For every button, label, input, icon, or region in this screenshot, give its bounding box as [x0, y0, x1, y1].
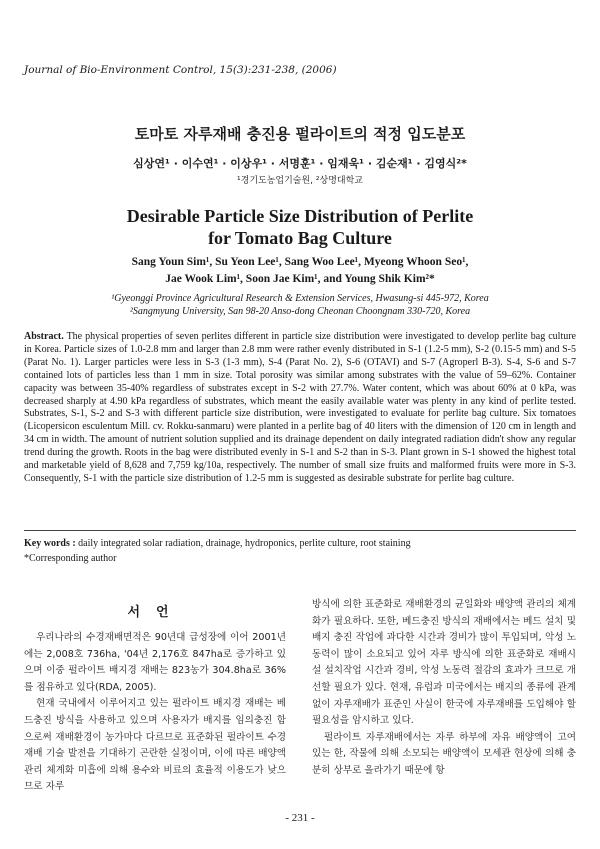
english-authors-line-2: Jae Wook Lim¹, Soon Jae Kim¹, and Young Shik Kim²*: [165, 273, 435, 285]
keywords: [24, 537, 576, 550]
english-affiliation-1: ¹Gyeonggi Province Agricultural Research & Extension Services, Hwasung-si 445-972, Korea: [111, 293, 489, 304]
keywords-divider: [24, 530, 576, 531]
korean-title: 토마토 자루재배 충진용 펄라이트의 적정 입도분포: [134, 125, 466, 143]
keywords-label: Key words :: [24, 538, 76, 549]
korean-authors: 심상연¹ · 이수연¹ · 이상우¹ · 서명훈¹ · 임재욱¹ · 김순재¹ · 김영식²*: [133, 157, 467, 170]
body-left-column: [24, 630, 286, 796]
korean-affiliations: ¹경기도농업기술원, ²상명대학교: [237, 176, 363, 186]
body-paragraph: 방식에 의한 표준화로 재배환경의 균일화와 배양액 관리의 체계화가 필요하다. 또한, 베드충진 방식의 재배에서는 베드 설치 및 배지 충진 작업에 과다한 시간과 경비가 많이 투입되며, 악성 노동력이 많이 소요되고 있어 자루 방식에 의한 표준화로 재배시설 설치작업 시간과 경비, 악성 노동력 절감의 효과가 크므로 개선할 필요가 있다. 현재, 유럽과 미국에서는 배지의 종류에 관계없이 자루재배가 표준인 사실이 한국에 자루재배를 도입해야 할 필요성을 암시하고 있다.: [312, 599, 576, 727]
english-title: [0, 205, 600, 249]
english-affiliations: [0, 292, 600, 318]
body-paragraph: 현재 국내에서 이루어지고 있는 펄라이트 배지경 재배는 베드충진 방식을 사용하고 있으며 사용자가 배지를 임의충진 함으로써 재배환경이 농가마다 다르므로 표준화된 펄라이트 수경재배 기술 발전을 기대하기 곤란한 실정이며, 이에 따른 배양액관리 체계화 미흡에 의해 용수와 비료의 효율적 이용도가 낮으므로 자루: [24, 698, 286, 793]
english-authors-line-1: Sang Youn Sim¹, Su Yeon Lee¹, Sang Woo Lee¹, Myeong Whoon Seo¹,: [131, 256, 469, 268]
page-number: - 231 -: [285, 812, 315, 824]
english-affiliation-2: ²Sangmyung University, San 98-20 Anso-dong Cheonan Choongnam 330-720, Korea: [129, 306, 471, 317]
body-paragraph: 우리나라의 수경재배면적은 90년대 급성장에 이어 2001년에는 2,008호 736ha, '04년 2,176호 847ha로 증가하고 있으며 이중 펄라이트 배지경 재배는 823농가 304.8ha로 36%를 점유하고 있다(RDA, 2005).: [24, 632, 286, 693]
keywords-text: daily integrated solar radiation, drainage, hydroponics, perlite culture, root staining: [75, 538, 411, 549]
abstract: [24, 331, 576, 486]
english-title-line-2: for Tomato Bag Culture: [208, 228, 392, 248]
body-paragraph: 펄라이트 자루재배에서는 자루 하부에 자유 배양액이 고여 있는 한, 작물에 의해 소모되는 배양액이 모세관 현상에 의해 충분히 상부로 올라가기 때문에 항: [312, 731, 576, 776]
body-right-column: [312, 597, 576, 780]
english-authors: [0, 254, 600, 288]
section-title-introduction: 서언: [127, 605, 185, 620]
corresponding-author-note: *Corresponding author: [24, 553, 117, 564]
english-title-line-1: Desirable Particle Size Distribution of Perlite: [126, 206, 474, 226]
abstract-text: The physical properties of seven perlites different in particle size distribution were investigated to develop perlite bag culture in Korea. Particle sizes of 1.0-2.8 mm and larger than 2.8 mm were rather evenly distributed in S-1 (1.2-5 mm), S-2 (0.15-5 mm) and S-5 (Parat No. 1). Larger particles were less in S-3 (1-3 mm), S-4 (Parat No. 2), S-6 (OTAVI) and S-7 (Agroperl B-3). S-4, S-6 and S-7 contained lots of particles less than 1 mm in size. Total porosity was similar among substrates with the value of 59–62%. Container capacity was between 35-40% regardless of substrates except in S-2 with 27.7%. Water content, which was about 60% at 0 kPa, was decreased sharply at 4.90 kPa regardless of substrates, which meant the easily available water was plenty in any kind of perlite tested. Substrates, S-1, S-2 and S-3 with different particle size distribution, were investigated to evaluate for perlite bag culture. Six tomatoes (Licopersicon esculentum Mill. cv. Rokku-sanmaru) were planted in a perlite bag of 40 liters with the dimension of 120 cm in length and 34 cm in width. The amount of nutrient solution supplied and its drainage dependent on daily integrated radiation didn't show any regular trend during the growth. Roots in the bag were distributed evenly in S-1 and S-2 than in S-3. Plant grown in S-1 showed the highest total and marketable yield of 8,628 and 7,759 kg/10a, respectively. The number of small size fruits and malformed fruits were more in S-3. Consequently, S-1 with the particle size distribution of 1.2-5 mm is suggested as desirable substrate for perlite bag culture.: [24, 331, 576, 484]
journal-citation: Journal of Bio-Environment Control, 15(3):231-238, (2006): [24, 64, 337, 76]
abstract-label: Abstract.: [24, 331, 64, 342]
